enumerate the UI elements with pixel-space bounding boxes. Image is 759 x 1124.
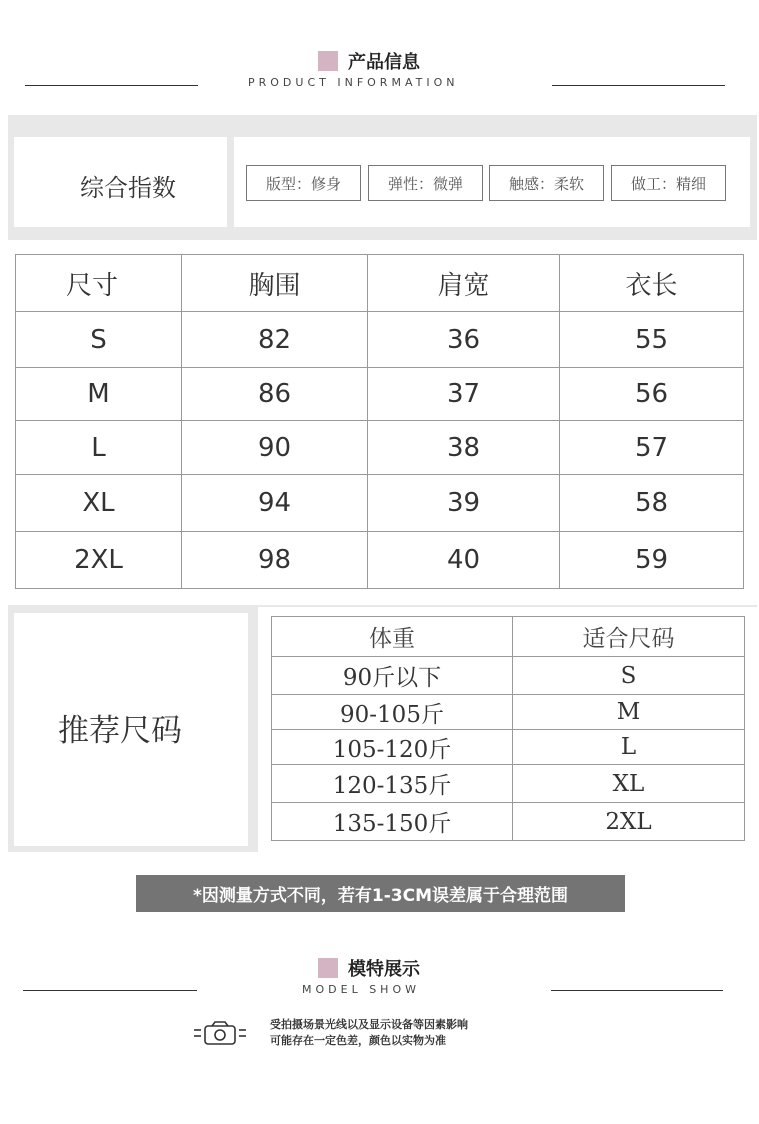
- cell-length: 57: [560, 421, 744, 475]
- cell-length: 58: [560, 475, 744, 532]
- cell-weight: 90斤以下: [272, 657, 513, 695]
- cell-fit-size: S: [513, 657, 745, 695]
- model-show-title-wrap: [318, 955, 420, 981]
- indices-label: 综合指数: [80, 174, 176, 202]
- cell-length: 55: [560, 312, 744, 368]
- cell-bust: 94: [182, 475, 368, 532]
- recommend-header-row: [272, 617, 745, 657]
- cell-bust: 98: [182, 532, 368, 589]
- cell-fit-size: 2XL: [513, 803, 745, 841]
- product-info-subtitle: PRODUCT INFORMATION: [248, 76, 459, 89]
- table-row: [272, 695, 745, 730]
- accent-square-icon: [318, 958, 338, 978]
- cell-shoulder: 38: [368, 421, 560, 475]
- recommend-table: [271, 616, 745, 841]
- table-row: [272, 657, 745, 695]
- cell-length: 59: [560, 532, 744, 589]
- table-row: [16, 532, 744, 589]
- divider-right: [552, 85, 725, 86]
- cell-shoulder: 40: [368, 532, 560, 589]
- divider-right: [551, 990, 723, 991]
- disclaimer-line-2: 可能存在一定色差，颜色以实物为准: [270, 1034, 446, 1047]
- table-row: [16, 368, 744, 421]
- cell-weight: 120-135斤: [272, 765, 513, 803]
- disclaimer-line-1: 受拍摄场景光线以及显示设备等因素影响: [270, 1018, 468, 1031]
- tag-workmanship: 做工：精细: [611, 165, 726, 201]
- cell-size: M: [16, 368, 182, 421]
- cell-weight: 135-150斤: [272, 803, 513, 841]
- camera-icon: [192, 1019, 248, 1047]
- cell-shoulder: 39: [368, 475, 560, 532]
- cell-bust: 82: [182, 312, 368, 368]
- cell-size: S: [16, 312, 182, 368]
- cell-fit-size: M: [513, 695, 745, 730]
- size-table-header-row: [16, 255, 744, 312]
- accent-square-icon: [318, 51, 338, 71]
- model-show-title: 模特展示: [348, 959, 420, 980]
- tag-fit: 版型：修身: [246, 165, 361, 201]
- table-row: [272, 803, 745, 841]
- size-table: [15, 254, 744, 589]
- table-row: [16, 475, 744, 532]
- tag-elasticity: 弹性：微弹: [368, 165, 483, 201]
- header-length: 衣长: [560, 255, 744, 312]
- header-shoulder: 肩宽: [368, 255, 560, 312]
- cell-weight: 90-105斤: [272, 695, 513, 730]
- header-weight: 体重: [272, 617, 513, 657]
- cell-size: L: [16, 421, 182, 475]
- cell-fit-size: XL: [513, 765, 745, 803]
- header-bust: 胸围: [182, 255, 368, 312]
- table-row: [272, 730, 745, 765]
- cell-shoulder: 36: [368, 312, 560, 368]
- table-row: [272, 765, 745, 803]
- header-size: 尺寸: [16, 255, 182, 312]
- cell-shoulder: 37: [368, 368, 560, 421]
- header-fit-size: 适合尺码: [513, 617, 745, 657]
- measurement-note: *因测量方式不同，若有1-3CM误差属于合理范围: [136, 875, 625, 912]
- cell-bust: 86: [182, 368, 368, 421]
- cell-fit-size: L: [513, 730, 745, 765]
- product-info-title-wrap: [318, 48, 420, 74]
- divider-left: [23, 990, 197, 991]
- cell-size: 2XL: [16, 532, 182, 589]
- cell-bust: 90: [182, 421, 368, 475]
- recommend-label: 推荐尺码: [58, 713, 182, 749]
- cell-weight: 105-120斤: [272, 730, 513, 765]
- cell-size: XL: [16, 475, 182, 532]
- model-show-subtitle: MODEL SHOW: [302, 983, 420, 996]
- table-row: [16, 421, 744, 475]
- divider-left: [25, 85, 198, 86]
- product-info-title: 产品信息: [348, 52, 420, 73]
- table-row: [16, 312, 744, 368]
- cell-length: 56: [560, 368, 744, 421]
- tag-feel: 触感：柔软: [489, 165, 604, 201]
